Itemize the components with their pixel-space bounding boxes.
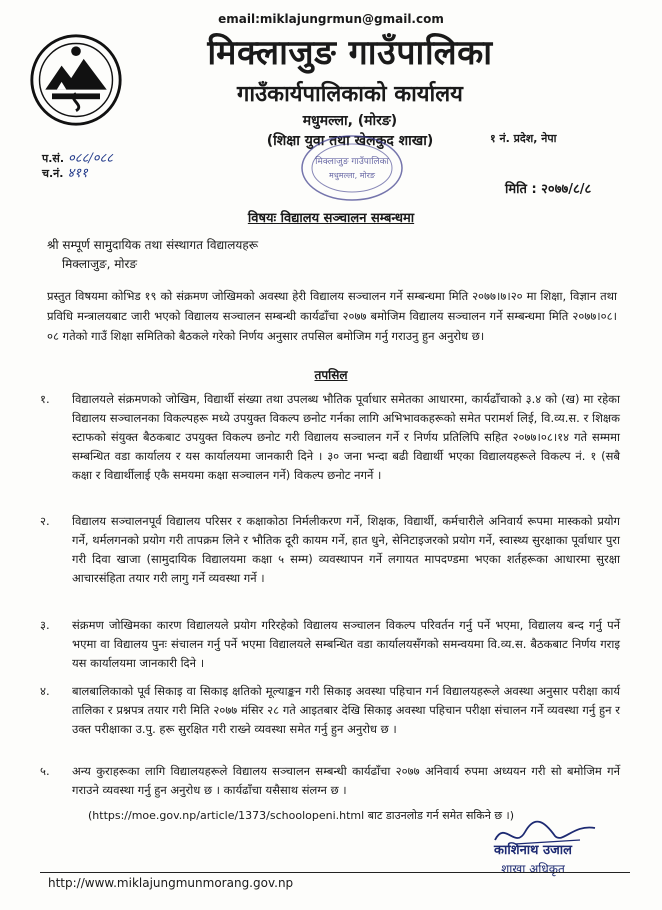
list-item [40, 616, 620, 673]
footer-website[interactable]: http://www.miklajungmunmorang.gov.np [48, 876, 294, 890]
subject-line [0, 208, 662, 226]
list-item [40, 512, 620, 588]
list-item-text: अन्य कुराहरूका लागि विद्यालयहरूले विद्यालय सञ्चालन सम्बन्धी कार्यढाँचा २०७७ अनिवार्य रुपमा अध्ययन गरी सो बमोजिम गर्ने गराउने व्यवस्था गर्नु हुन अनुरोध छ । कार्यढाँचा यसैसाथ संलग्न छ । [72, 764, 620, 797]
branch-line: (शिक्षा युवा तथा खेलकुद शाखा) [266, 133, 434, 149]
list-item [40, 762, 620, 800]
address-line: मधुमल्ला, (मोरङ) [302, 113, 398, 129]
signatory-name: काशिनाथ उजाल [494, 843, 572, 858]
list-item-number: ४. [40, 684, 50, 698]
recipient-line-1: श्री सम्पूर्ण सामुदायिक तथा संस्थागत विद्यालयहरू [47, 238, 259, 252]
recipient-line-2: मिक्लाजुङ, मोरङ [62, 257, 138, 271]
ps-value: ०८८/०८८ [68, 151, 113, 166]
municipality-title: मिक्लाजुङ गाउँपालिका [207, 33, 493, 73]
reference-cn [42, 163, 88, 181]
tapasil-text: तपसिल [314, 368, 348, 382]
list-item-number: ३. [40, 618, 50, 632]
stamp-text: मिक्लाजुङ गाउँपालिका [315, 157, 389, 167]
cn-label: च.नं. [42, 167, 64, 180]
list-item [40, 682, 620, 739]
list-item-text: विद्यालयले संक्रमणको जोखिम, विद्यार्थी संख्या तथा उपलब्ध भौतिक पूर्वाधार समेतका आधारमा, कार्यढाँचाको ३.४ को (ख) मा रहेका विद्यालय सञ्चालनका विकल्पहरू मध्ये उपयुक्त विकल्प छनोट गर्नका लागि अभिभावकहरूको समेत परामर्श लिई, वि.व्य.स. र शिक्षक स्टाफको संयुक्त बैठकबाट उपयुक्त विकल्प छनोट गरी विद्यालय सञ्चालन गर्ने र निर्णय प्रतिलिपि सहित २०७७।०८।१४ गते सम्ममा सम्बन्धित वडा कार्यालय र यस कार्यालयमा जानकारी दिने । ३० जना भन्दा बढी विद्यार्थी भएका विद्यालयहरूले विकल्प नं. १ (सबै कक्षा र विद्यार्थीलाई एकै समयमा कक्षा सञ्चालन गर्ने) विकल्प छनोट नगर्ने । [72, 392, 620, 482]
subject-text: विषयः विद्यालय सञ्चालन सम्बन्धमा [247, 211, 415, 226]
province-line: १ नं. प्रदेश, नेपा [490, 132, 557, 145]
nepal-emblem-logo [28, 32, 124, 128]
signatory-post: शाखा अधिकृत [501, 862, 565, 876]
office-stamp [292, 128, 412, 208]
list-item-text: संक्रमण जोखिमका कारण विद्यालयले प्रयोग गरिरहेको विद्यालय सञ्चालन विकल्प परिवर्तन गर्नु पर्ने भएमा, विद्यालय बन्द गर्नु पर्ने भएमा वा विद्यालय पुनः संचालन गर्नु पर्ने भएमा विद्यालयले सम्बन्धित वडा कार्यालयसँगको समन्वयमा वि.व्य.स. बैठकबाट निर्णय गराइ यस कार्यालयमा जानकारी दिने । [72, 618, 620, 670]
cn-value: ४११ [67, 166, 88, 181]
stamp-subtext: मधुमल्ला, मोरङ [329, 171, 375, 180]
intro-paragraph: प्रस्तुत विषयमा कोभिड १९ को संक्रमण जोखिमको अवस्था हेरी विद्यालय सञ्चालन गर्ने सम्बन्धमा मिति २०७७।७।२० मा शिक्षा, विज्ञान तथा प्रविधि मन्त्रालयबाट जारी भएको विद्यालय सञ्चालन सम्बन्धी कार्यढाँचा २०७७ बमोजिम विद्यालय सञ्चालन गर्ने सम्बन्धमा मिति २०७७।०८।०८ गतेको गाउँ शिक्षा समितिको बैठकले गरेको निर्णय अनुसार तपसिल बमोजिम गर्नु गराउनु हुन अनुरोध छ। [47, 289, 617, 343]
letter-date: मिति : २०७७/८/८ [505, 182, 592, 197]
header-email: email:miklajungrmun@gmail.com [218, 12, 444, 26]
list-item-text: बालबालिकाको पूर्व सिकाइ वा सिकाइ क्षतिको मूल्याङ्कन गरी सिकाइ अवस्था पहिचान गर्न विद्यालयहरूले अवस्था अनुसार परीक्षा कार्य तालिका र प्रश्नपत्र तयार गरी मिति २०७७ मंसिर २८ गते आइतबार देखि सिकाइ अवस्था पहिचान परीक्षा संचालन गर्ने व्यवस्था गर्नु हुन र उक्त परीक्षाका उ.पु. हरू सुरक्षित गरी राख्ने व्यवस्था समेत गर्नु हुन अनुरोध छ । [72, 684, 620, 736]
ps-label: प.सं. [42, 152, 65, 165]
tapasil-heading [0, 366, 662, 383]
list-item-number: ५. [40, 764, 50, 778]
list-item-text: विद्यालय सञ्चालनपूर्व विद्यालय परिसर र कक्षाकोठा निर्मलीकरण गर्ने, शिक्षक, विद्यार्थी, कर्मचारीले अनिवार्य रूपमा मास्कको प्रयोग गर्ने, थर्मलगनको प्रयोग गरी तापक्रम लिने र भौतिक दूरी कायम गर्ने, हात धुने, सेनिटाइजरको प्रयोग गर्ने, स्वास्थ्य सुरक्षाका पूर्वाधार पुरा गरी दिवा खाजा (सामुदायिक विद्यालयमा कक्षा ५ सम्म) व्यवस्थापन गर्ने लगायत मापदण्डमा भएका शर्तहरूका आधारमा सुरक्षा आचारसंहिता तयार गरी लागु गर्ने व्यवस्था गर्ने । [72, 514, 620, 585]
list-item-number: १. [40, 392, 50, 406]
office-title: गाउँकार्यपालिकाको कार्यालय [237, 82, 463, 107]
list-item-number: २. [40, 514, 50, 528]
download-link-line[interactable]: (https://moe.gov.np/article/1373/schoolopeni.html बाट डाउनलोड गर्न समेत सकिने छ ।) [88, 809, 514, 822]
footer-divider [40, 872, 630, 873]
list-item [40, 390, 620, 485]
